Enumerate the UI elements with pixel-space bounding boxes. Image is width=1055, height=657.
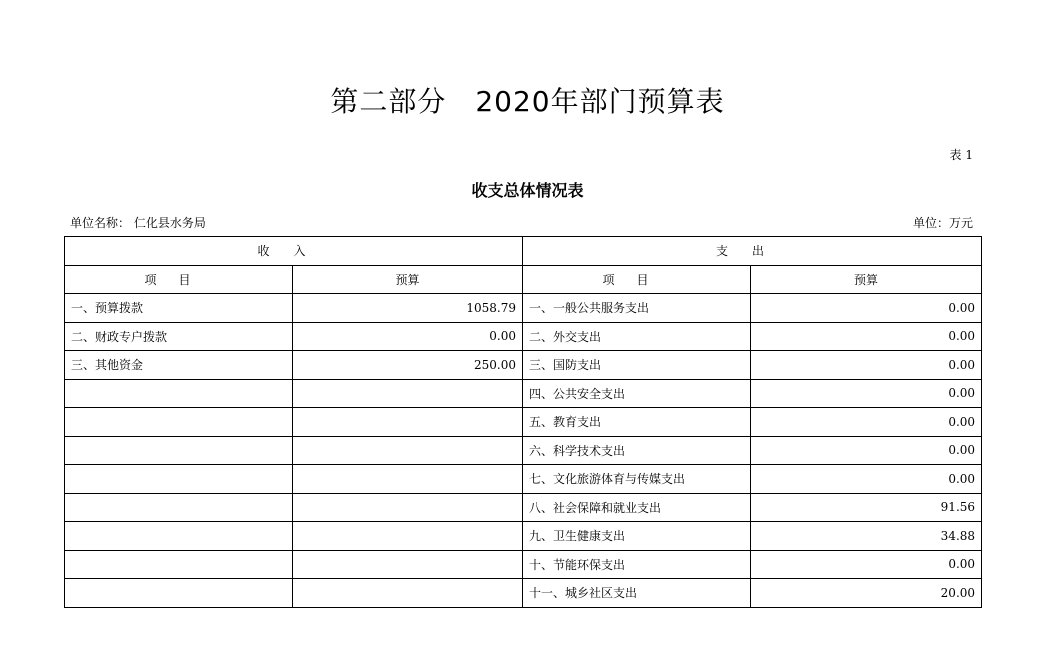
table-subheader-row (65, 265, 982, 294)
expense-item-cell: 四、公共安全支出 (523, 379, 751, 408)
income-item-cell (65, 493, 293, 522)
unit-name-value: 仁化县水务局 (133, 216, 206, 230)
income-item-cell: 一、预算拨款 (65, 294, 293, 323)
expense-item-cell: 五、教育支出 (523, 408, 751, 437)
expense-item-cell: 十、节能环保支出 (523, 550, 751, 579)
expense-item-cell: 十一、城乡社区支出 (523, 579, 751, 608)
table-title: 收支总体情况表 (471, 181, 584, 200)
expense-item-cell: 三、国防支出 (523, 351, 751, 380)
table-header-row (65, 237, 982, 266)
expense-value-cell: 91.56 (751, 493, 982, 522)
expense-budget-header: 预算 (751, 265, 982, 294)
income-item-cell: 三、其他资金 (65, 351, 293, 380)
expense-header: 支出 (523, 237, 982, 266)
expense-value-cell: 0.00 (751, 351, 982, 380)
expense-item-cell: 七、文化旅游体育与传媒支出 (523, 465, 751, 494)
income-value-cell (293, 579, 523, 608)
income-value-cell (293, 379, 523, 408)
income-value-cell: 250.00 (293, 351, 523, 380)
unit-name-label: 单位名称： (70, 216, 131, 230)
income-value-cell: 1058.79 (293, 294, 523, 323)
income-item-cell (65, 579, 293, 608)
expense-value-cell: 34.88 (751, 522, 982, 551)
expense-item-cell: 六、科学技术支出 (523, 436, 751, 465)
table-row (65, 408, 982, 437)
table-row (65, 465, 982, 494)
table-row (65, 550, 982, 579)
income-item-cell: 二、财政专户拨款 (65, 322, 293, 351)
expense-value-cell: 0.00 (751, 379, 982, 408)
table-row (65, 294, 982, 323)
income-header: 收入 (65, 237, 523, 266)
income-value-cell (293, 493, 523, 522)
income-item-cell (65, 408, 293, 437)
table-row (65, 522, 982, 551)
expense-value-cell: 0.00 (751, 550, 982, 579)
table-row (65, 579, 982, 608)
expense-value-cell: 0.00 (751, 436, 982, 465)
expense-item-header: 项目 (523, 265, 751, 294)
income-item-header: 项目 (65, 265, 293, 294)
income-value-cell (293, 522, 523, 551)
table-row (65, 351, 982, 380)
expense-value-cell: 0.00 (751, 408, 982, 437)
expense-item-cell: 九、卫生健康支出 (523, 522, 751, 551)
expense-value-cell: 20.00 (751, 579, 982, 608)
income-item-cell (65, 465, 293, 494)
income-budget-header: 预算 (293, 265, 523, 294)
income-item-cell (65, 522, 293, 551)
table-row (65, 436, 982, 465)
income-value-cell: 0.00 (293, 322, 523, 351)
table-row (65, 493, 982, 522)
income-value-cell (293, 408, 523, 437)
table-row (65, 322, 982, 351)
expense-item-cell: 二、外交支出 (523, 322, 751, 351)
currency-unit: 单位：万元 (912, 216, 973, 230)
income-item-cell (65, 436, 293, 465)
income-value-cell (293, 465, 523, 494)
unit-name (70, 214, 206, 231)
income-value-cell (293, 550, 523, 579)
income-value-cell (293, 436, 523, 465)
expense-value-cell: 0.00 (751, 465, 982, 494)
expense-item-cell: 一、一般公共服务支出 (523, 294, 751, 323)
income-item-cell (65, 379, 293, 408)
expense-value-cell: 0.00 (751, 322, 982, 351)
page-title: 第二部分 2020年部门预算表 (330, 85, 725, 118)
budget-summary-table (64, 236, 982, 608)
expense-item-cell: 八、社会保障和就业支出 (523, 493, 751, 522)
expense-value-cell: 0.00 (751, 294, 982, 323)
income-item-cell (65, 550, 293, 579)
table-row (65, 379, 982, 408)
table-number: 表 1 (949, 148, 973, 162)
